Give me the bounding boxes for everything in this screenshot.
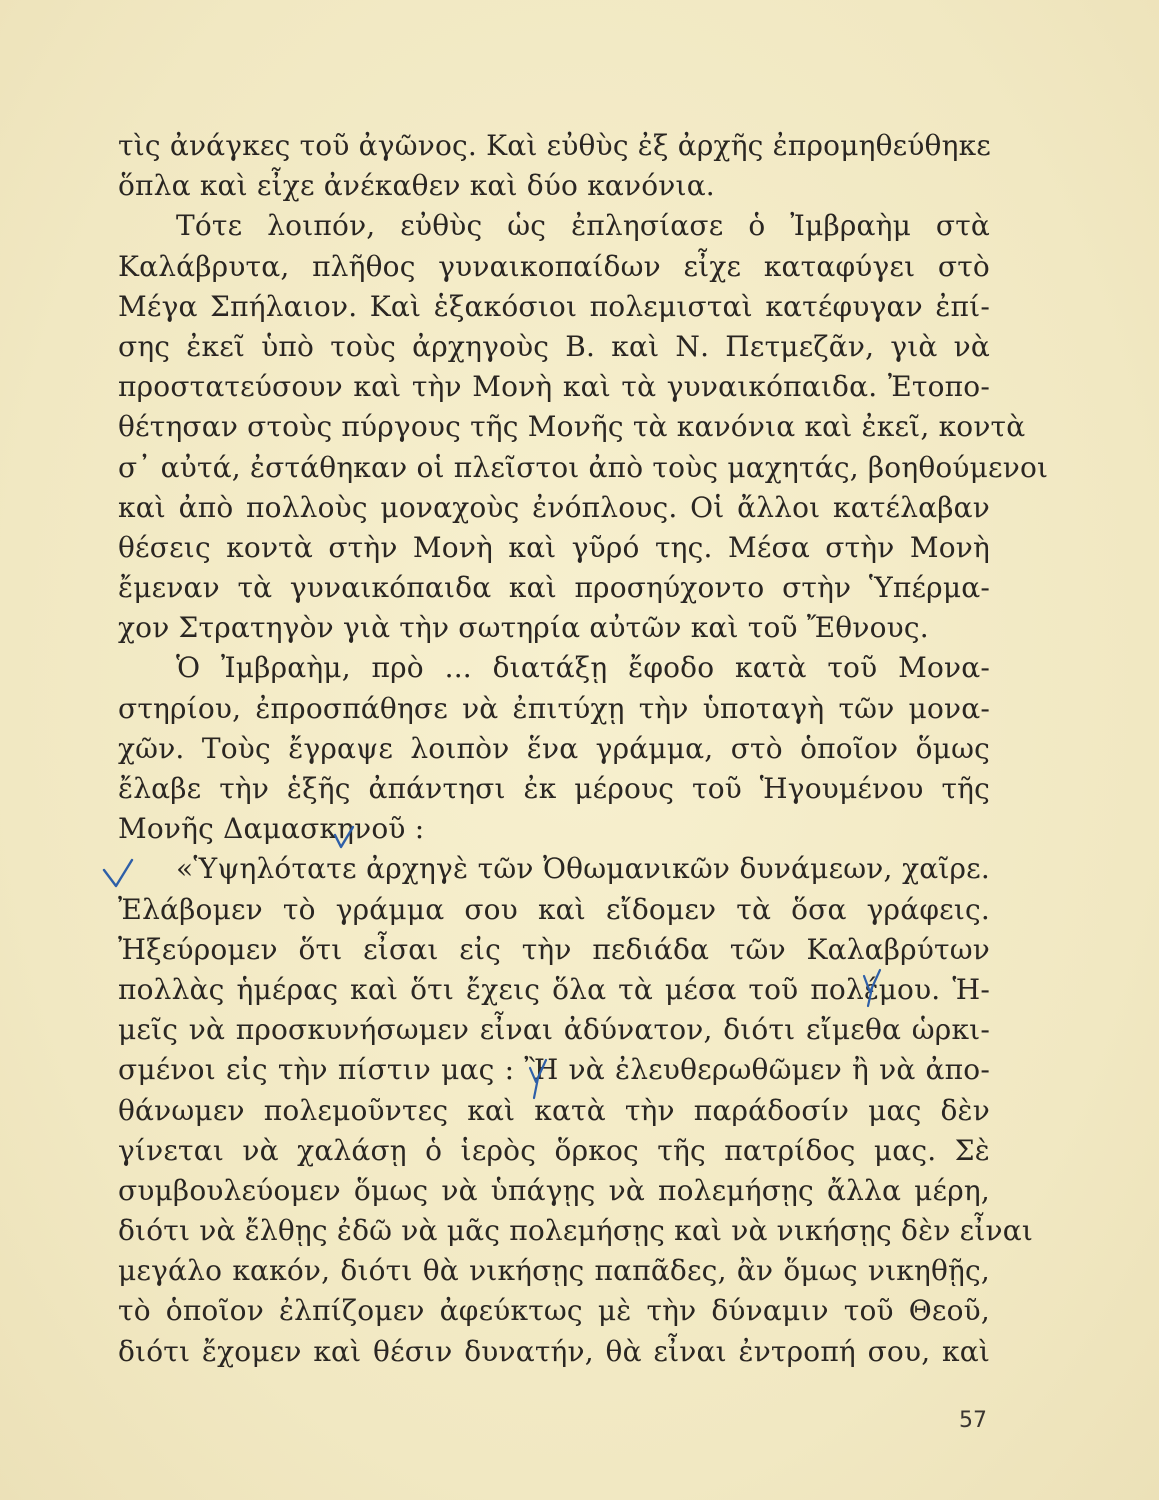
text-line: συμβουλεύομεν ὅμως νὰ ὑπάγῃς νὰ πολεμήσῃς ἄλλα μέρη,	[118, 1173, 990, 1207]
text-line: μεγάλο κακόν, διότι θὰ νικήσῃς παπᾶδες, ἂν ὅμως νικηθῇς,	[118, 1254, 990, 1288]
text-line: σ᾽ αὐτά, ἐστάθηκαν οἱ πλεῖστοι ἀπὸ τοὺς μαχητάς, βοηθούμενοι	[118, 450, 1049, 484]
text-line: Ἐλάβομεν τὸ γράμμα σου καὶ εἴδομεν τὰ ὅσα γράφεις.	[118, 892, 990, 926]
text-line: θέσεις κοντὰ στὴν Μονὴ καὶ γῦρό της. Μέσα στὴν Μονὴ	[118, 530, 990, 564]
text-line: Μονῆς Δαμασκηνοῦ :	[118, 812, 425, 846]
text-line: Μέγα Σπήλαιον. Καὶ ἑξακόσιοι πολεμισταὶ κατέφυγαν ἐπί-	[118, 289, 990, 323]
text-line: Καλάβρυτα, πλῆθος γυναικοπαίδων εἶχε καταφύγει στὸ	[118, 249, 990, 283]
text-line: στηρίου, ἐπροσπάθησε νὰ ἐπιτύχῃ τὴν ὑποταγὴ τῶν μονα-	[118, 691, 990, 725]
text-line: Ὁ Ἰμβραὴμ, πρὸ ... διατάξῃ ἔφοδο κατὰ τοῦ Μονα-	[176, 651, 990, 685]
text-line: θάνωμεν πολεμοῦντες καὶ κατὰ τὴν παράδοσίν μας δὲν	[118, 1093, 990, 1127]
text-line: Τότε λοιπόν, εὐθὺς ὡς ἐπλησίασε ὁ Ἰμβραὴμ στὰ	[176, 209, 990, 243]
text-line: σμένοι εἰς τὴν πίστιν μας : Ἢ νὰ ἐλευθερωθῶμεν ἢ νὰ ἀπο-	[118, 1053, 990, 1087]
text-line: πολλὰς ἡμέρας καὶ ὅτι ἔχεις ὅλα τὰ μέσα τοῦ πολέμου. Ἡ-	[118, 972, 990, 1006]
text-line: διότι νὰ ἔλθῃς ἐδῶ νὰ μᾶς πολεμήσῃς καὶ νὰ νικήσῃς δὲν εἶναι	[118, 1214, 1034, 1248]
text-line: ἔλαβε τὴν ἑξῆς ἀπάντησι ἐκ μέρους τοῦ Ἡγουμένου τῆς	[118, 772, 990, 805]
text-line: τὸ ὁποῖον ἐλπίζομεν ἀφεύκτως μὲ τὴν δύναμιν τοῦ Θεοῦ,	[118, 1294, 990, 1328]
text-line: μεῖς νὰ προσκυνήσωμεν εἶναι ἀδύνατον, διότι εἴμεθα ὡρκι-	[118, 1013, 990, 1047]
page-number: 57	[959, 1408, 987, 1433]
text-line: καὶ ἀπὸ πολλοὺς μοναχοὺς ἐνόπλους. Οἱ ἄλλοι κατέλαβαν	[118, 490, 990, 524]
text-line: προστατεύσουν καὶ τὴν Μονὴ καὶ τὰ γυναικόπαιδα. Ἐτοπο-	[118, 370, 990, 404]
text-line: χον Στρατηγὸν γιὰ τὴν σωτηρία αὐτῶν καὶ τοῦ Ἔθνους.	[118, 611, 929, 645]
text-line: σης ἐκεῖ ὑπὸ τοὺς ἀρχηγοὺς Β. καὶ Ν. Πετμεζᾶν, γιὰ νὰ	[118, 329, 990, 363]
text-line: Ἠξεύρομεν ὅτι εἶσαι εἰς τὴν πεδιάδα τῶν Καλαβρύτων	[118, 932, 990, 966]
text-line: ὅπλα καὶ εἶχε ἀνέκαθεν καὶ δύο κανόνια.	[118, 169, 715, 203]
text-line: χῶν. Τοὺς ἔγραψε λοιπὸν ἕνα γράμμα, στὸ ὁποῖον ὅμως	[118, 731, 990, 765]
body-text	[118, 126, 1049, 1372]
text-line: γίνεται νὰ χαλάσῃ ὁ ἱερὸς ὅρκος τῆς πατρίδος μας. Σὲ	[118, 1133, 990, 1167]
text-line: «Ὑψηλότατε ἀρχηγὲ τῶν Ὀθωμανικῶν δυνάμεων, χαῖρε.	[176, 852, 990, 886]
text-line: θέτησαν στοὺς πύργους τῆς Μονῆς τὰ κανόνια καὶ ἐκεῖ, κοντὰ	[118, 410, 1026, 444]
text-line: διότι ἔχομεν καὶ θέσιν δυνατήν, θὰ εἶναι ἐντροπή σου, καὶ	[118, 1334, 990, 1368]
text-line: ἔμεναν τὰ γυναικόπαιδα καὶ προσηύχοντο στὴν Ὑπέρμα-	[118, 571, 990, 605]
text-line: τὶς ἀνάγκες τοῦ ἀγῶνος. Καὶ εὐθὺς ἐξ ἀρχῆς ἐπρομηθεύθηκε	[118, 129, 991, 162]
